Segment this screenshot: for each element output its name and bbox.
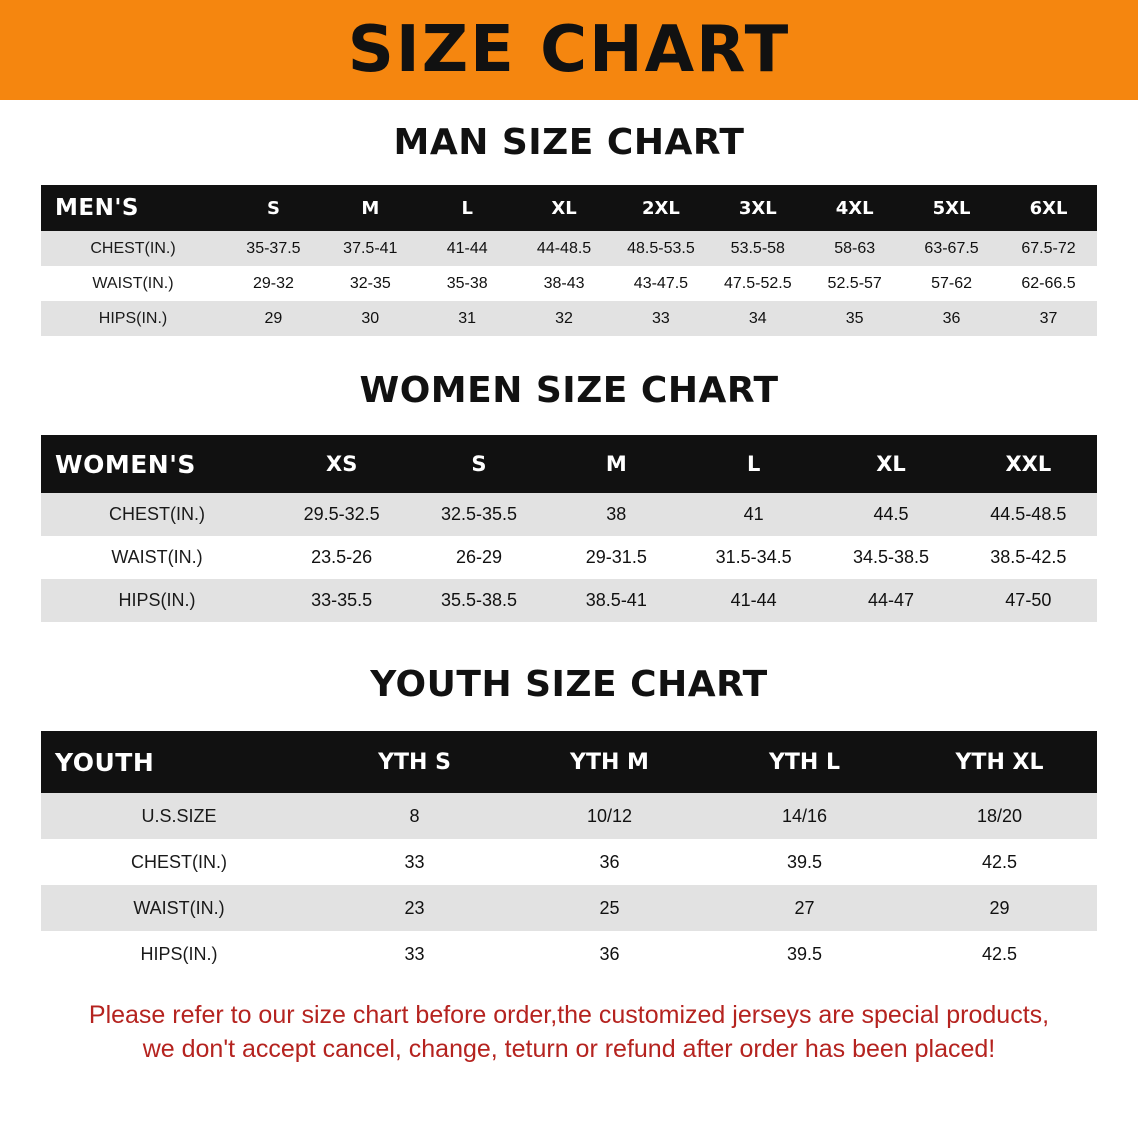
table-cell: 35	[845, 309, 864, 327]
column-header: WOMEN'S	[55, 449, 196, 479]
table-cell: 38-43	[543, 274, 585, 292]
table-cell: 47-50	[1005, 590, 1052, 610]
column-header: S	[266, 197, 280, 219]
women-size-table	[41, 435, 1097, 622]
table-cell: 38	[606, 504, 627, 524]
column-header: 3XL	[738, 197, 777, 219]
column-header: L	[461, 197, 473, 219]
table-cell: 35.5-38.5	[440, 590, 518, 610]
youth-size-table	[41, 731, 1097, 977]
table-cell: 42.5	[981, 943, 1018, 964]
man-size-table-wrap	[41, 185, 1097, 336]
table-cell: 30	[361, 309, 380, 327]
table-row	[41, 301, 1097, 336]
table-row	[41, 793, 1097, 839]
table-cell: 34	[748, 309, 767, 327]
table-cell: 36	[599, 851, 620, 872]
table-cell: 33	[404, 943, 425, 964]
column-header: 4XL	[835, 197, 874, 219]
table-cell: 44-48.5	[536, 239, 592, 257]
table-cell: 32-35	[349, 274, 391, 292]
row-label: WAIST(IN.)	[133, 897, 225, 918]
table-cell: 33	[404, 851, 425, 872]
youth-size-table-wrap	[41, 731, 1097, 977]
women-size-table-wrap	[41, 435, 1097, 622]
column-header: 2XL	[642, 197, 680, 219]
table-cell: 38.5-41	[585, 590, 647, 610]
table-cell: 29-32	[252, 274, 294, 292]
column-header: XS	[326, 452, 358, 476]
table-row	[41, 493, 1097, 536]
man-size-table	[41, 185, 1097, 336]
table-cell: 27	[794, 897, 815, 918]
table-cell: 42.5	[981, 851, 1018, 872]
table-row	[41, 536, 1097, 579]
table-cell: 26-29	[455, 547, 503, 567]
table-cell: 38.5-42.5	[990, 547, 1067, 567]
column-header: MEN'S	[55, 195, 139, 221]
table-cell: 34.5-38.5	[852, 547, 929, 567]
disclaimer-line-1: Please refer to our size chart before order,the customized jerseys are special products,	[88, 1001, 1050, 1029]
row-label: WAIST(IN.)	[111, 547, 203, 567]
column-header: YTH L	[768, 749, 841, 775]
row-label: U.S.SIZE	[141, 805, 217, 826]
table-cell: 41-44	[730, 590, 777, 610]
table-cell: 25	[599, 897, 620, 918]
table-cell: 29-31.5	[585, 547, 647, 567]
table-cell: 35-37.5	[246, 239, 301, 257]
table-cell: 10/12	[586, 805, 633, 826]
table-cell: 39.5	[786, 943, 823, 964]
table-cell: 23	[404, 897, 425, 918]
table-cell: 14/16	[781, 805, 828, 826]
disclaimer-line-2: we don't accept cancel, change, teturn or refund after order has been placed!	[142, 1034, 996, 1063]
table-cell: 47.5-52.5	[724, 274, 792, 292]
table-cell: 18/20	[976, 805, 1023, 826]
table-row	[41, 266, 1097, 301]
table-cell: 41-44	[446, 239, 488, 257]
table-header-row	[41, 731, 1097, 793]
table-cell: 32	[555, 309, 573, 327]
table-cell: 37.5-41	[343, 239, 398, 257]
column-header: 6XL	[1029, 197, 1068, 219]
table-cell: 37	[1039, 309, 1058, 327]
row-label: HIPS(IN.)	[140, 943, 218, 964]
table-header-row	[41, 435, 1097, 493]
column-header: L	[746, 452, 761, 476]
column-header: M	[605, 452, 627, 476]
page-title: SIZE CHART	[347, 13, 791, 87]
table-cell: 33	[652, 309, 670, 327]
column-header: 5XL	[932, 197, 971, 219]
table-cell: 32.5-35.5	[440, 504, 518, 524]
column-header: YOUTH	[55, 747, 155, 777]
row-label: WAIST(IN.)	[92, 274, 174, 292]
table-cell: 44.5-48.5	[990, 504, 1067, 524]
table-cell: 41	[743, 504, 764, 524]
table-cell: 52.5-57	[827, 274, 882, 292]
table-row	[41, 231, 1097, 266]
disclaimer-note	[39, 999, 1099, 1067]
row-label: HIPS(IN.)	[118, 590, 196, 610]
table-cell: 67.5-72	[1021, 239, 1076, 257]
table-row	[41, 579, 1097, 622]
table-cell: 35-38	[446, 274, 488, 292]
table-cell: 57-62	[931, 274, 973, 292]
banner	[0, 0, 1138, 100]
table-cell: 31.5-34.5	[715, 547, 792, 567]
table-cell: 29.5-32.5	[303, 504, 380, 524]
row-label: CHEST(IN.)	[90, 239, 176, 257]
table-cell: 58-63	[834, 239, 876, 257]
table-header-row	[41, 185, 1097, 231]
table-cell: 31	[458, 309, 477, 327]
table-cell: 39.5	[786, 851, 823, 872]
row-label: HIPS(IN.)	[98, 309, 168, 327]
table-cell: 36	[599, 943, 620, 964]
table-cell: 36	[942, 309, 961, 327]
table-cell: 44-47	[867, 590, 914, 610]
column-header: XXL	[1005, 452, 1052, 476]
youth-section-heading: YOUTH SIZE CHART	[370, 664, 768, 705]
table-cell: 29	[264, 309, 283, 327]
table-cell: 44.5	[873, 504, 909, 524]
column-header: YTH M	[570, 749, 649, 775]
table-cell: 33-35.5	[311, 590, 373, 610]
man-section-heading: MAN SIZE CHART	[393, 122, 745, 163]
table-cell: 43-47.5	[633, 274, 689, 292]
row-label: CHEST(IN.)	[109, 504, 205, 524]
table-cell: 8	[409, 805, 420, 826]
column-header: YTH XL	[955, 749, 1044, 775]
table-cell: 29	[989, 897, 1010, 918]
table-row	[41, 885, 1097, 931]
column-header: XL	[876, 452, 906, 476]
column-header: YTH S	[378, 749, 451, 775]
table-cell: 63-67.5	[924, 239, 979, 257]
table-cell: 62-66.5	[1021, 274, 1076, 292]
table-row	[41, 931, 1097, 977]
table-cell: 48.5-53.5	[627, 239, 695, 257]
table-cell: 23.5-26	[311, 547, 373, 567]
column-header: M	[361, 197, 380, 219]
women-section-heading: WOMEN SIZE CHART	[359, 370, 779, 411]
table-row	[41, 839, 1097, 885]
column-header: S	[471, 452, 487, 476]
row-label: CHEST(IN.)	[131, 851, 227, 872]
table-cell: 53.5-58	[730, 239, 785, 257]
column-header: XL	[551, 197, 577, 219]
